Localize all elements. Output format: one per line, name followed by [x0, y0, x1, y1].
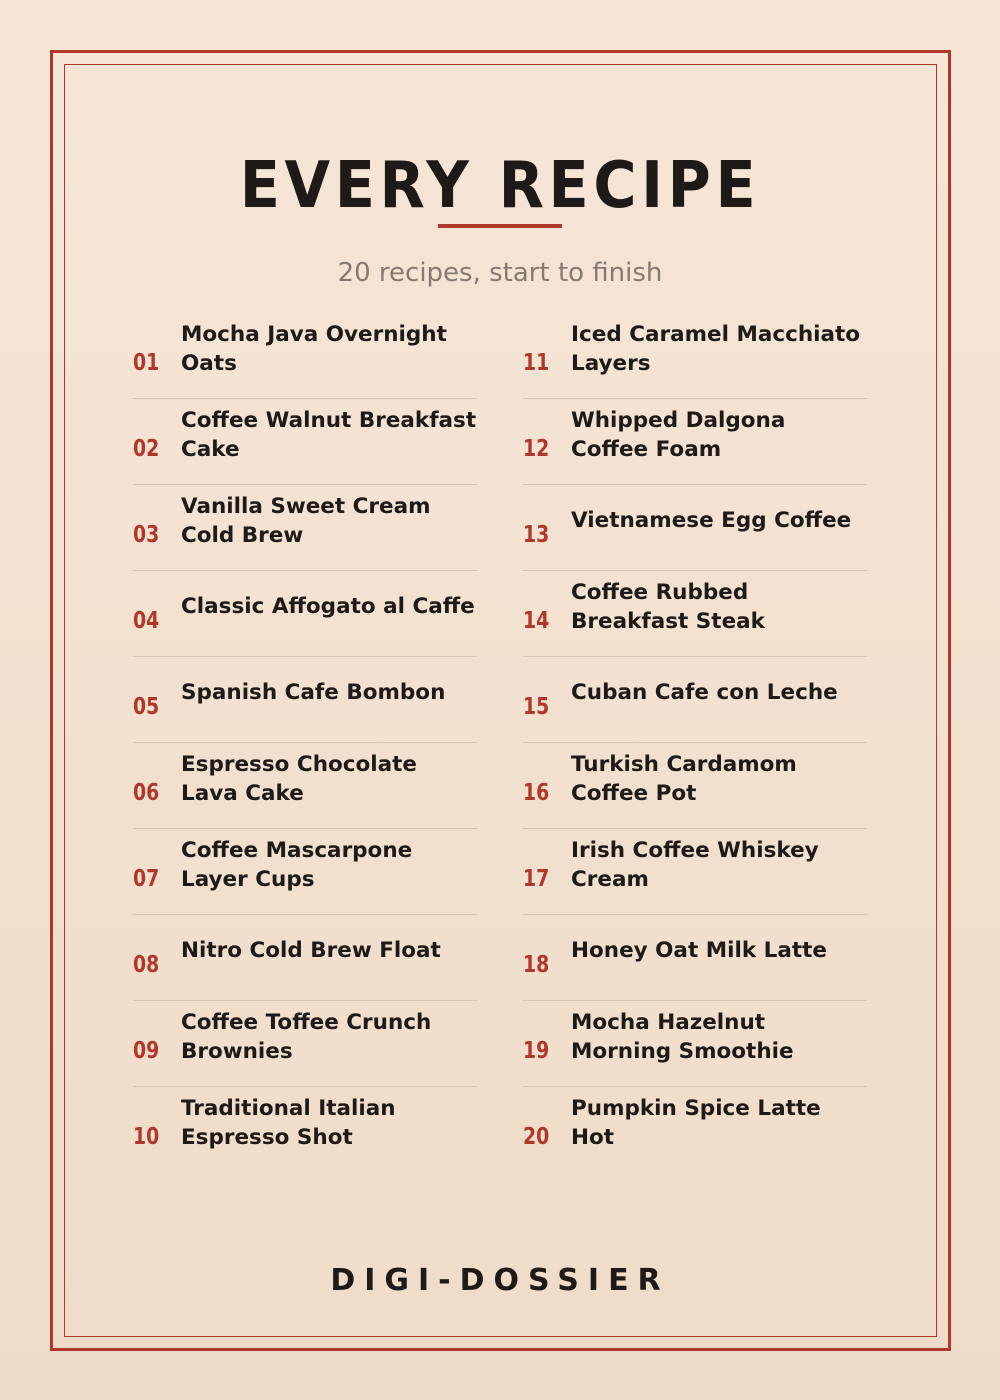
recipe-number: 06: [133, 779, 160, 806]
recipe-item: [523, 398, 867, 484]
recipe-name: Traditional Italian Espresso Shot: [181, 1095, 396, 1150]
recipe-name: Spanish Cafe Bombon: [181, 680, 446, 705]
recipe-number: 11: [523, 349, 550, 376]
recipe-name: Mocha Hazelnut Morning Smoothie: [571, 1009, 794, 1064]
recipe-number: 04: [133, 607, 160, 634]
recipe-name: Classic Affogato al Caffe: [181, 594, 475, 619]
recipe-item: [523, 313, 867, 398]
recipe-number: 01: [133, 349, 160, 376]
recipe-number: 02: [133, 435, 160, 462]
recipe-list-right: [523, 313, 867, 1172]
recipe-item: [133, 742, 477, 828]
recipe-name: Coffee Toffee Crunch Brownies: [181, 1009, 432, 1064]
recipe-name: Irish Coffee Whiskey Cream: [571, 837, 819, 892]
recipe-number: 08: [133, 951, 160, 978]
recipe-name: Espresso Chocolate Lava Cake: [181, 751, 418, 806]
recipe-number: 20: [523, 1123, 550, 1150]
recipe-number: 13: [523, 521, 550, 548]
title-underline: [438, 224, 562, 228]
recipe-name: Vietnamese Egg Coffee: [571, 508, 852, 533]
recipe-item: [133, 914, 477, 1000]
recipe-name: Vanilla Sweet Cream Cold Brew: [181, 493, 431, 548]
recipe-name: Whipped Dalgona Coffee Foam: [571, 407, 786, 462]
recipe-item: [523, 828, 867, 914]
recipe-name: Coffee Mascarpone Layer Cups: [181, 837, 413, 892]
recipe-list-left: [133, 313, 477, 1172]
recipe-name: Iced Caramel Macchiato Layers: [571, 321, 861, 376]
recipe-item: [133, 828, 477, 914]
recipe-item: [523, 1086, 867, 1172]
recipe-name: Cuban Cafe con Leche: [571, 680, 838, 705]
recipe-number: 03: [133, 521, 160, 548]
recipe-item: [523, 484, 867, 570]
recipe-number: 12: [523, 435, 550, 462]
recipe-number: 07: [133, 865, 160, 892]
recipe-item: [523, 1000, 867, 1086]
recipe-number: 17: [523, 865, 550, 892]
recipe-item: [133, 1086, 477, 1172]
recipe-item: [133, 484, 477, 570]
recipe-number: 10: [133, 1123, 160, 1150]
page-title: EVERY RECIPE: [239, 149, 761, 223]
recipe-name: Honey Oat Milk Latte: [571, 938, 827, 963]
recipe-name: Turkish Cardamom Coffee Pot: [571, 751, 797, 806]
recipe-number: 05: [133, 693, 160, 720]
recipe-item: [133, 1000, 477, 1086]
recipe-name: Coffee Rubbed Breakfast Steak: [571, 579, 765, 634]
recipe-number: 14: [523, 607, 550, 634]
recipe-item: [523, 742, 867, 828]
recipe-name: Mocha Java Overnight Oats: [181, 321, 447, 376]
page-subtitle: 20 recipes, start to finish: [337, 258, 663, 288]
footer-brand: DIGI-DOSSIER: [330, 1263, 670, 1298]
recipe-name: Pumpkin Spice Latte Hot: [571, 1095, 821, 1150]
recipe-number: 09: [133, 1037, 160, 1064]
recipe-item: [523, 656, 867, 742]
recipe-number: 18: [523, 951, 550, 978]
recipe-number: 15: [523, 693, 550, 720]
recipe-number: 16: [523, 779, 550, 806]
recipe-item: [133, 398, 477, 484]
recipe-number: 19: [523, 1037, 550, 1064]
recipe-item: [523, 914, 867, 1000]
recipe-item: [133, 313, 477, 398]
recipe-name: Coffee Walnut Breakfast Cake: [181, 407, 477, 462]
recipe-item: [523, 570, 867, 656]
recipe-item: [133, 570, 477, 656]
recipe-item: [133, 656, 477, 742]
recipe-name: Nitro Cold Brew Float: [181, 938, 441, 963]
